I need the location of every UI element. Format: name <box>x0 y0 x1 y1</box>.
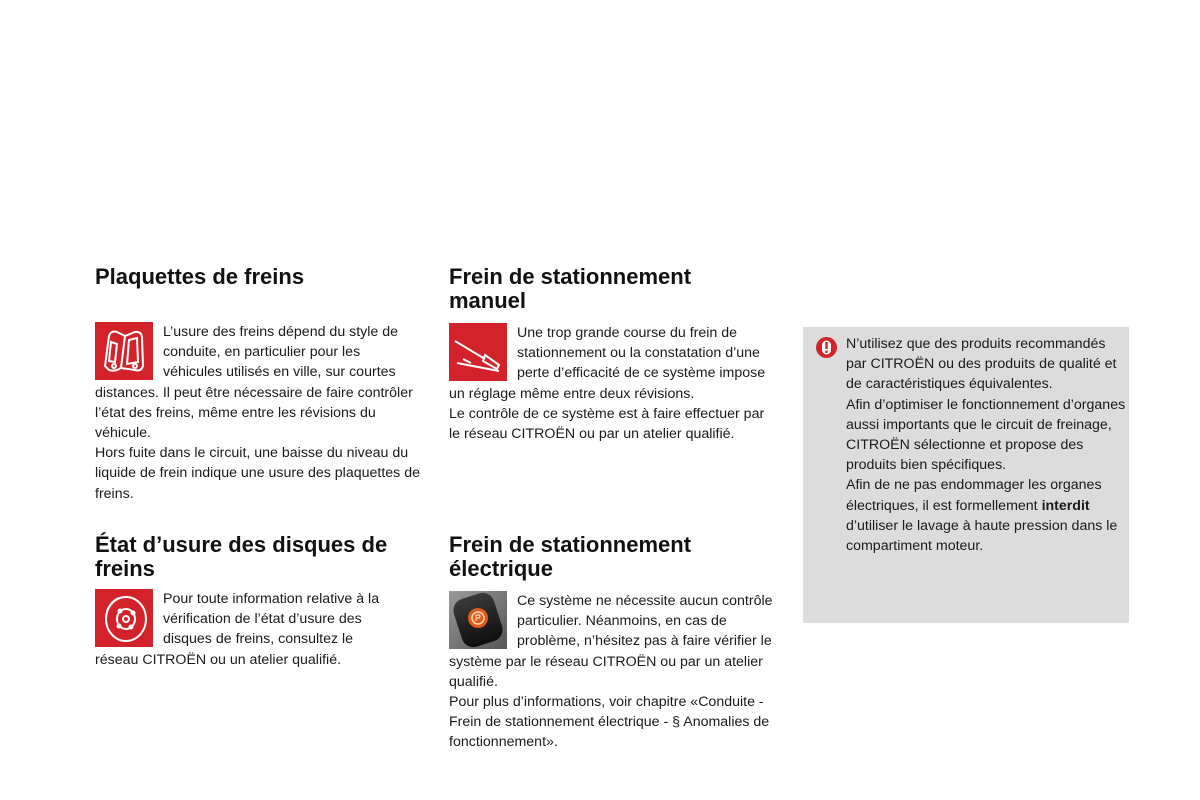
section-title-brake-pads: Plaquettes de freins <box>95 264 305 289</box>
brake-pads-paragraph-1: L’usure des freins dépend du style de conduite, en particulier pour les véhicules utilisés en ville, sur courtes distances. Il peut être nécessaire de faire contrôler l’état des freins, même entre les révisions du véhicule. <box>95 324 413 442</box>
warning-icon <box>816 337 837 358</box>
warning-p3-bold: interdit <box>1041 497 1090 514</box>
section-manual-parking-brake <box>449 265 774 444</box>
section-title-manual-parking-brake: Frein de stationnement manuel <box>449 264 692 313</box>
hand-brake-lever-icon <box>449 323 507 381</box>
electric-parking-brake-icon <box>449 591 507 649</box>
manual-parking-brake-paragraph-2: Le contrôle de ce système est à faire effectuer par le réseau CITROËN ou par un atelier qualifié. <box>449 405 765 443</box>
section-electric-parking-brake <box>449 533 774 753</box>
section-title-electric-parking-brake: Frein de stationnement électrique <box>449 532 692 581</box>
brake-pads-icon <box>95 322 153 380</box>
warning-paragraph-2: Afin d’optimiser le fonctionnement d’organes aussi importants que le circuit de freinage, CITROËN sélectionne et propose des produits bien spécifiques. <box>846 396 1126 474</box>
warning-panel-text <box>846 334 1126 556</box>
warning-paragraph-3 <box>846 475 1126 556</box>
manual-parking-brake-paragraph-1: Une trop grande course du frein de stationnement ou la constatation d’une perte d’efficacité de ce système impose un réglage même entre deux révisions. <box>449 325 766 402</box>
brake-disc-icon <box>95 589 153 647</box>
section-disc-wear <box>95 533 425 670</box>
warning-p3-after: d’utiliser le lavage à haute pression dans le compartiment moteur. <box>846 517 1118 555</box>
brake-pads-paragraph-2: Hors fuite dans le circuit, une baisse du niveau du liquide de frein indique une usure des plaquettes de freins. <box>95 445 420 502</box>
section-title-disc-wear: État d’usure des disques de freins <box>95 532 388 581</box>
electric-parking-brake-paragraph-2: Pour plus d’informations, voir chapitre «Conduite - Frein de stationnement électrique - § Anomalies de fonctionnement». <box>449 694 770 751</box>
section-brake-pads <box>95 265 420 504</box>
warning-p3-before: Afin de ne pas endommager les organes électriques, il est formellement <box>846 477 1102 514</box>
electric-parking-brake-paragraph-1: Ce système ne nécessite aucun contrôle particulier. Néanmoins, en cas de problème, n’hésitez pas à faire vérifier le système par le réseau CITROËN ou par un atelier qualifié. <box>449 593 773 690</box>
warning-panel <box>803 327 1129 623</box>
warning-paragraph-1: N’utilisez que des produits recommandés par CITROËN ou des produits de qualité et de caractéristiques équivalentes. <box>846 336 1117 393</box>
disc-wear-paragraph-1: Pour toute information relative à la vérification de l’état d’usure des disques de freins, consultez le réseau CITROËN ou un atelier qualifié. <box>95 591 380 668</box>
